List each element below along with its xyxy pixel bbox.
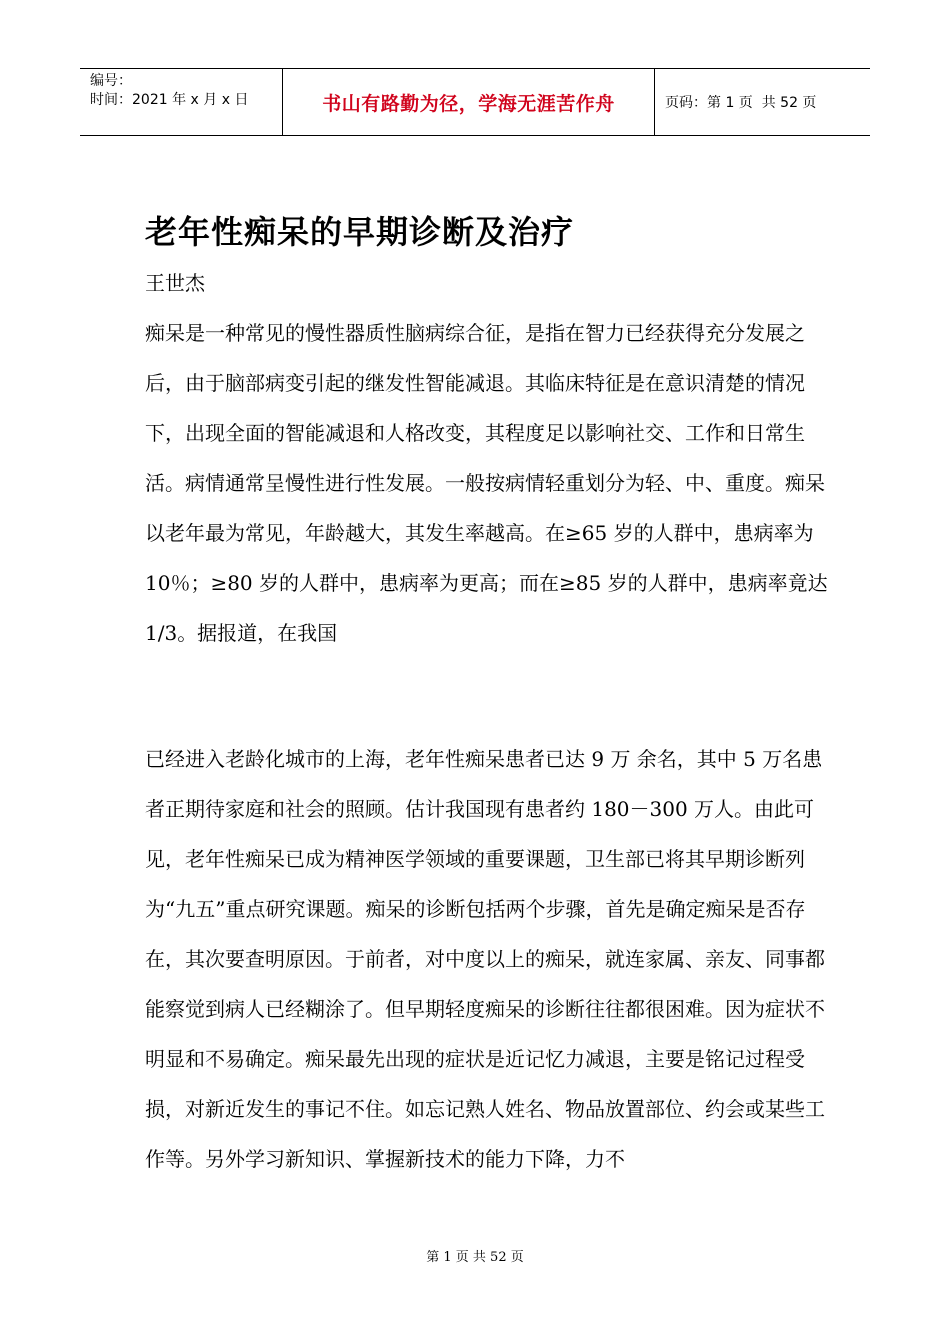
document-header [80, 68, 870, 136]
body-paragraph: 痴呆是一种常见的慢性器质性脑病综合征，是指在智力已经获得充分发展之后，由于脑部病变引起的继发性智能减退。其临床特征是在意识清楚的情况下，出现全面的智能减退和人格改变，其程度足以影响社交、工作和日常生活。病情通常呈慢性进行性发展。一般按病情轻重划分为轻、中、重度。痴呆以老年最为常见，年龄越大，其发生率越高。在≥65 岁的人群中，患病率为 10％；≥80 岁的人群中，患病率为更高；而在≥85 岁的人群中，患病率竟达 1/3。据报道，在我国 [145, 321, 828, 645]
number-label: 编号： [90, 73, 132, 89]
header-meta [80, 69, 282, 135]
time-label: 时间：2021 年 x 月 x 日 [90, 92, 249, 108]
page-footer: 第 1 页 共 52 页 [426, 1250, 524, 1265]
header-motto-cell [282, 69, 655, 135]
body-paragraph: 已经进入老龄化城市的上海，老年性痴呆患者已达 9 万 余名，其中 5 万名患者正期待家庭和社会的照顾。估计我国现有患者约 180－300 万人。由此可见，老年性痴呆已成为精神医学领域的重要课题，卫生部已将其早期诊断列为“九五”重点研究课题。痴呆的诊断包括两个步骤，首先是确定痴呆是否存在，其次要查明原因。于前者，对中度以上的痴呆，就连家属、亲友、同事都能察觉到病人已经糊涂了。但早期轻度痴呆的诊断往往都很困难。因为症状不明显和不易确定。痴呆最先出现的症状是近记忆力减退，主要是铭记过程受损，对新近发生的事记不住。如忘记熟人姓名、物品放置部位、约会或某些工作等。另外学习新知识、掌握新技术的能力下降，力不 [145, 747, 825, 1171]
header-motto: 书山有路勤为径，学海无涯苦作舟 [322, 92, 615, 115]
header-page-info: 页码：第 1 页 共 52 页 [665, 95, 817, 111]
document-author: 王世杰 [145, 271, 205, 295]
header-page-cell [655, 69, 870, 135]
document-title: 老年性痴呆的早期诊断及治疗 [145, 213, 575, 251]
